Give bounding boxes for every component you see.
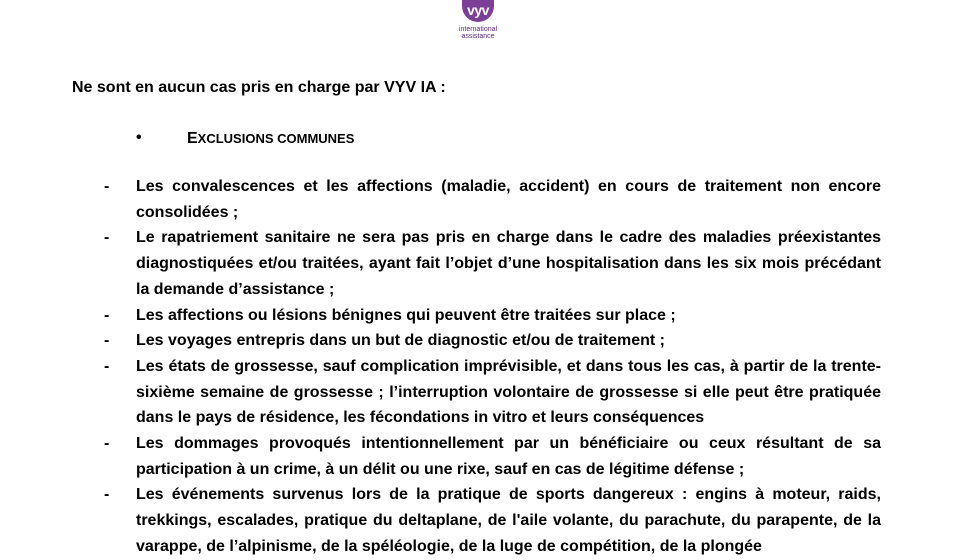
vyv-logo xyxy=(446,0,510,48)
list-item-text: Les dommages provoqués intentionnellement par un bénéficiaire ou ceux résultant de sa participation à un crime, à un délit ou une rixe, sauf en cas de légitime défense ; xyxy=(136,435,881,478)
section-bullet: • xyxy=(136,129,142,146)
list-item xyxy=(0,225,881,302)
list-dash: - xyxy=(104,306,110,324)
list-dash: - xyxy=(104,435,110,453)
list-dash: - xyxy=(104,332,110,350)
list-item-text: Les voyages entrepris dans un but de diagnostic et/ou de traitement ; xyxy=(136,332,665,350)
list-dash: - xyxy=(104,178,110,195)
logo-mark: vyv xyxy=(462,0,494,22)
logo-line-1: international xyxy=(458,26,498,33)
list-item xyxy=(0,303,881,329)
intro-heading: Ne sont en aucun cas pris en charge par VYV IA : xyxy=(72,79,446,96)
section-title xyxy=(187,129,354,149)
list-item xyxy=(0,482,881,559)
list-item-text: Les états de grossesse, sauf complication imprévisible, et dans tous les cas, à partir de la trente-sixième semaine de grossesse ; l’interruption volontaire de grossesse si elle peut être pratiquée dans le pays de résidence, les fécondations in vitro et leurs conséquences xyxy=(136,357,881,427)
section-title-initial: E xyxy=(187,130,198,147)
exclusions-list xyxy=(0,174,964,560)
section-title-rest: XCLUSIONS COMMUNES xyxy=(197,131,355,146)
list-dash: - xyxy=(104,486,110,504)
list-item xyxy=(0,354,881,431)
list-item xyxy=(0,431,881,482)
list-dash: - xyxy=(104,357,110,375)
list-item-text: Les convalescences et les affections (maladie, accident) en cours de traitement non encore consolidées ; xyxy=(136,178,881,221)
logo-line-2: assistance xyxy=(461,33,495,40)
list-item xyxy=(0,174,881,225)
list-item-text: Le rapatriement sanitaire ne sera pas pris en charge dans le cadre des maladies préexistantes diagnostiquées et/ou traitées, ayant fait l’objet d’une hospitalisation dans les six mois précédant la demande d’assistance ; xyxy=(136,229,881,298)
list-item xyxy=(0,328,881,354)
list-item-text: Les événements survenus lors de la pratique de sports dangereux : engins à moteur, raids, trekkings, escalades, pratique du deltaplane, de l'aile volante, du parachute, du parapente, de la varappe, de l’alpinisme, de la spéléologie, de la luge de compétition, de la plongée xyxy=(136,486,881,555)
list-dash: - xyxy=(104,229,110,247)
list-item-text: Les affections ou lésions bénignes qui peuvent être traitées sur place ; xyxy=(136,306,676,324)
